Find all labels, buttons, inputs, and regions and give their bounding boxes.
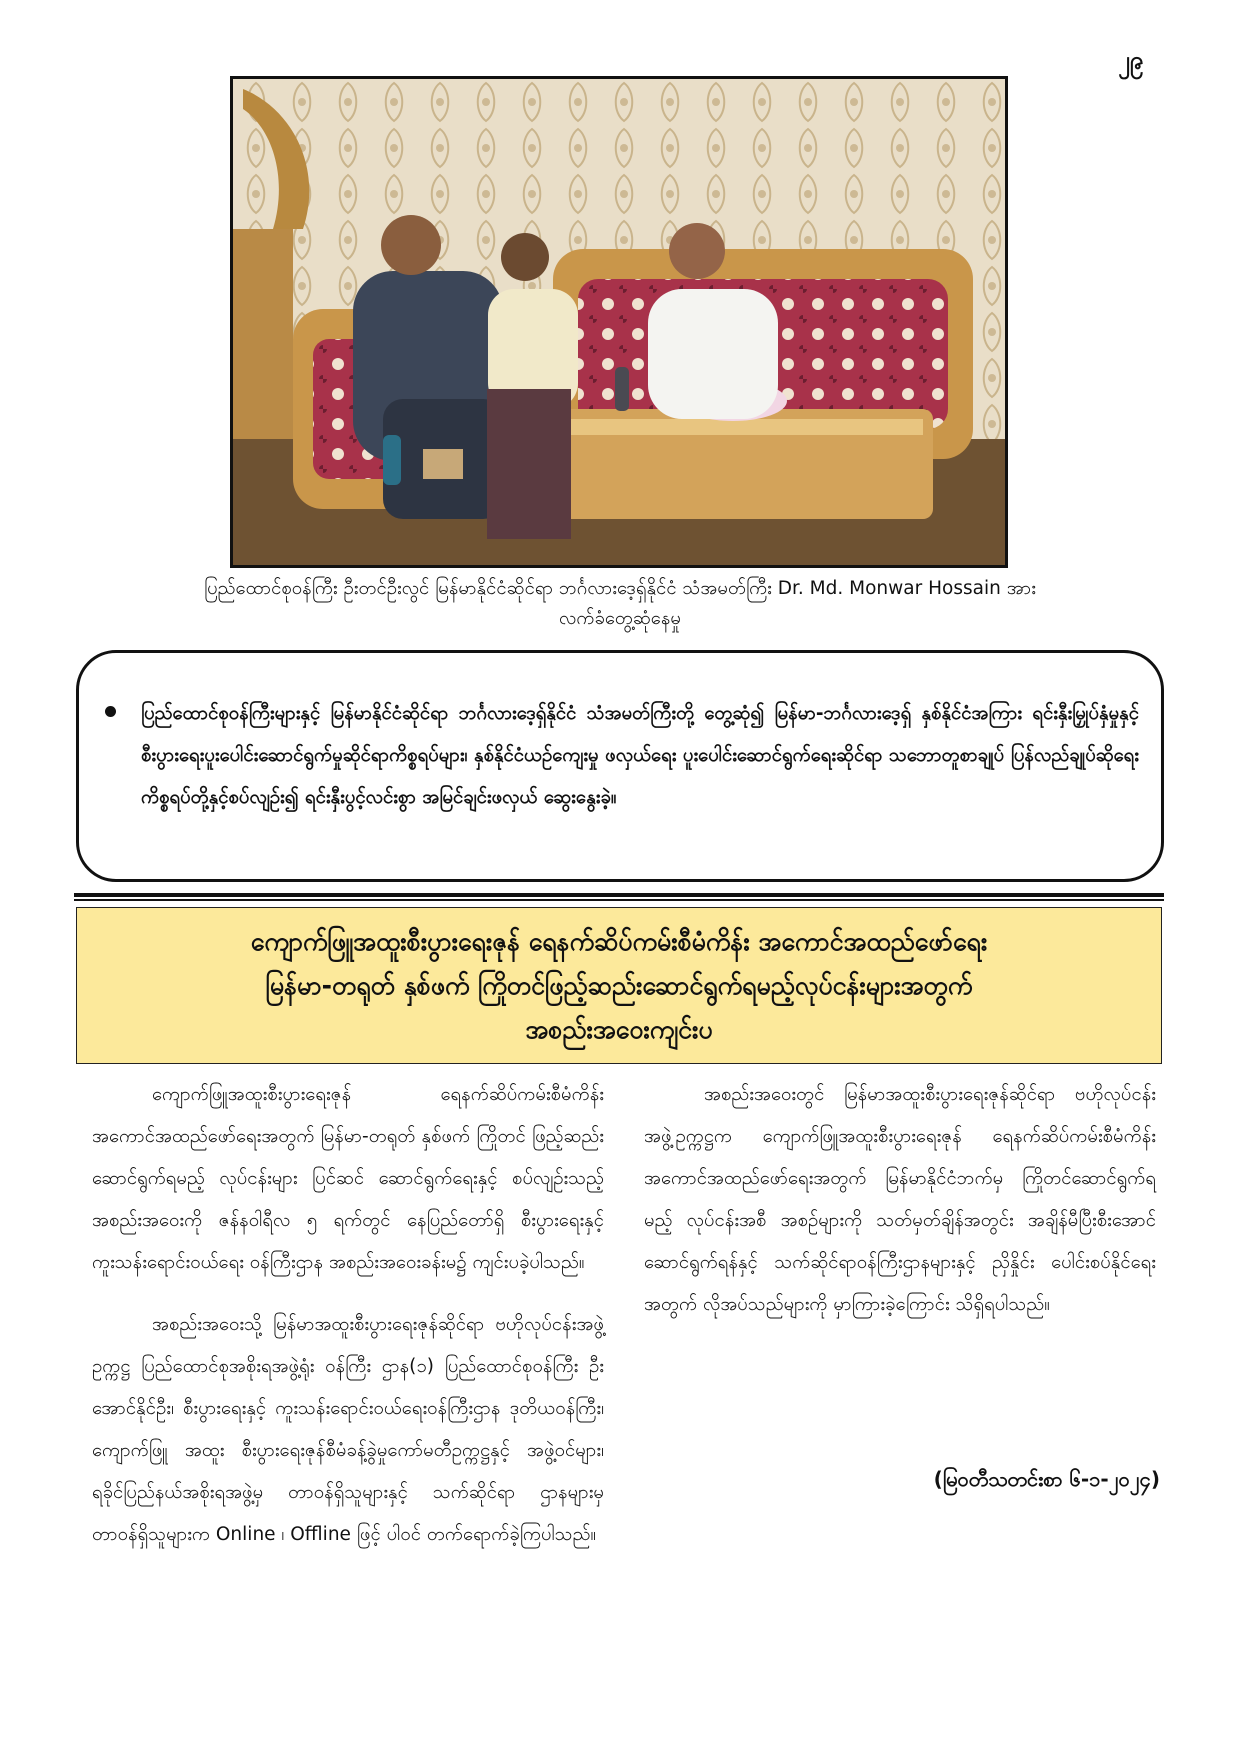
headline-line-3: အစည်းအဝေးကျင်းပ [525,1014,713,1044]
headline-line-2: မြန်မာ-တရုတ် နှစ်ဖက် ကြိုတင်ဖြည့်ဆည်းဆောင်ရွက်ရမည့်လုပ်ငန်းများအတွက် [265,970,973,1000]
caption-line-1: ပြည်ထောင်စုဝန်ကြီး ဦးတင်ဦးလွင် မြန်မာနိုင်ငံဆိုင်ရာ ဘင်္ဂလားဒေ့ရှ်နိုင်ငံ သံအမတ်ကြီး Dr. Md. Monwar Hossain အား [204,578,1036,599]
bullet-dot-icon [105,706,116,717]
article-paragraph-2: အစည်းအဝေးသို့ မြန်မာအထူးစီးပွားရေးဇုန်ဆိုင်ရာ ဗဟိုလုပ်ငန်းအဖွဲ့ဥက္ကဋ္ဌ ပြည်ထောင်စုအစိုးရအဖွဲ့ရုံး ဝန်ကြီး ဌာန(၁) ပြည်ထောင်စုဝန်ကြီး ဦးအောင်နိုင်ဦး၊ စီးပွားရေးနှင့် ကူးသန်းရောင်းဝယ်ရေးဝန်ကြီးဌာန ဒုတိယဝန်ကြီး၊ ကျောက်ဖြူ အထူး စီးပွားရေးဇုန်စီမံခန့်ခွဲမှုကော်မတီဥက္ကဋ္ဌနှင့် အဖွဲ့ဝင်များ၊ ရခိုင်ပြည်နယ်အစိုးရအဖွဲ့မှ တာဝန်ရှိသူများနှင့် သက်ဆိုင်ရာ ဌာနများမှ တာဝန်ရှိသူများက Online ၊ Offline ဖြင့် ပါဝင် တက်ရောက်ခဲ့ကြပါသည်။ [92,1314,604,1545]
photo-caption [120,574,1120,634]
headline-line-1: ကျောက်ဖြူအထူးစီးပွားရေးဇုန် ရေနက်ဆိပ်ကမ်းစီမံကိန်း အကောင်အထည်ဖော်ရေး [250,926,988,956]
summary-text: ပြည်ထောင်စုဝန်ကြီးများနှင့် မြန်မာနိုင်ငံဆိုင်ရာ ဘင်္ဂလားဒေ့ရှ်နိုင်ငံ သံအမတ်ကြီးတို့ တွေ့ဆုံ၍ မြန်မာ-ဘင်္ဂလားဒေ့ရှ် နှစ်နိုင်ငံအကြား ရင်းနှီးမြှုပ်နှံမှုနှင့် စီးပွားရေးပူးပေါင်းဆောင်ရွက်မှုဆိုင်ရာကိစ္စရပ်များ၊ နှစ်နိုင်ငံယဉ်ကျေးမှု ဖလှယ်ရေး ပူးပေါင်းဆောင်ရွက်ရေးဆိုင်ရာ သဘောတူစာချုပ် ပြန်လည်ချုပ်ဆိုရေးကိစ္စရပ်တို့နှင့်စပ်လျဉ်း၍ ရင်းနှီးပွင့်လင်းစွာ အမြင်ချင်းဖလှယ် ဆွေးနွေးခဲ့။ [141,703,1139,808]
section-divider [74,893,1164,897]
section-divider-thin [74,899,1164,901]
article-source: (မြဝတီသတင်းစာ ၆-၁-၂၀၂၄) [933,1467,1160,1491]
article-paragraph-1: ကျောက်ဖြူအထူးစီးပွားရေးဇုန် ရေနက်ဆိပ်ကမ်းစီမံကိန်း အကောင်အထည်ဖော်ရေးအတွက် မြန်မာ-တရုတ် နှစ်ဖက် ကြိုတင် ဖြည့်ဆည်းဆောင်ရွက်ရမည့် လုပ်ငန်းများ ပြင်ဆင် ဆောင်ရွက်ရေးနှင့် စပ်လျဉ်းသည့်အစည်းအဝေးကို ဇန်နဝါရီလ ၅ ရက်တွင် နေပြည်တော်ရှိ စီးပွားရေးနှင့် ကူးသန်းရောင်းဝယ်ရေး ဝန်ကြီးဌာန အစည်းအဝေးခန်းမ၌ ကျင်းပခဲ့ပါသည်။ [92,1084,604,1273]
article-column-left [92,1074,604,1576]
headline-box [76,907,1162,1064]
page-number: ၂၉ [1118,46,1144,74]
caption-line-2: လက်ခံတွေ့ဆုံနေမှု [559,608,681,629]
article-column-right [644,1074,1156,1346]
meeting-photo [230,76,1008,568]
article-paragraph-3: အစည်းအဝေးတွင် မြန်မာအထူးစီးပွားရေးဇုန်ဆိုင်ရာ ဗဟိုလုပ်ငန်းအဖွဲ့ဥက္ကဋ္ဌက ကျောက်ဖြူအထူးစီးပွားရေးဇုန် ရေနက်ဆိပ်ကမ်းစီမံကိန်း အကောင်အထည်ဖော်ရေးအတွက် မြန်မာနိုင်ငံဘက်မှ ကြိုတင်ဆောင်ရွက်ရမည့် လုပ်ငန်းအစီ အစဉ်များကို သတ်မှတ်ချိန်အတွင်း အချိန်မီပြီးစီးအောင် ဆောင်ရွက်ရန်နှင့် သက်ဆိုင်ရာဝန်ကြီးဌာနများနှင့် ညှိနှိုင်း ပေါင်းစပ်နိုင်ရေးအတွက် လိုအပ်သည်များကို မှာကြားခဲ့ကြောင်း သိရှိရပါသည်။ [644,1084,1156,1315]
summary-box [76,650,1164,882]
